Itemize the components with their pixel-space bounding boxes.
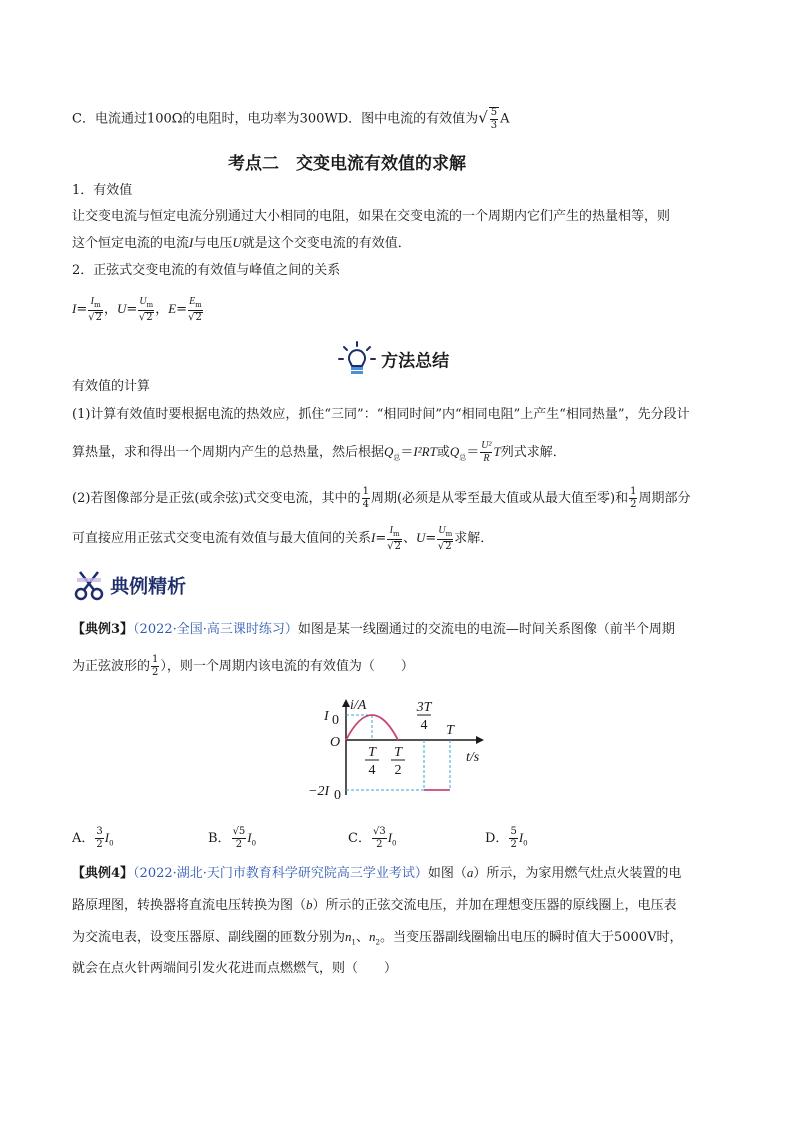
example3-line2-b: ），则一个周期内该电流的有效值为（ ） <box>160 659 414 674</box>
option-b-label: B． <box>208 831 231 846</box>
option-d-var: I <box>518 830 524 845</box>
p2-tail: 求解． <box>454 531 494 546</box>
sqrt-symbol: √ <box>478 108 488 127</box>
p1-sub2: 总 <box>459 453 467 462</box>
option-b-sub: 0 <box>251 839 257 848</box>
option-b[interactable] <box>208 822 256 860</box>
formula-u-frac: $\frac{U_m}{√2}$ <box>138 295 154 323</box>
ex3-half-num: 1 <box>152 654 159 665</box>
option-d-sub: 0 <box>523 839 528 848</box>
option-b-num: √5 <box>232 826 246 837</box>
option-c-var: I <box>387 830 393 845</box>
p1-frac <box>480 441 492 464</box>
p1-r: R <box>483 453 490 464</box>
def-var-i: I <box>189 235 194 250</box>
sub-m: m <box>445 529 453 538</box>
option-d-unit: A <box>500 111 510 127</box>
p2-u-frac: $\frac{U_m}{√2}$ <box>437 524 453 552</box>
sub-m: m <box>195 300 202 309</box>
example4-line3-b: 。当变压器副线圈输出电压的瞬时值大于 <box>379 930 614 945</box>
example4-line4: 就会在点火针两端间引发火花进而点燃燃气，则（ ） <box>72 961 398 976</box>
example4-n2: n <box>369 929 376 944</box>
option-a[interactable] <box>72 822 114 860</box>
h-den: 2 <box>630 499 637 510</box>
sqrt-2: 2 <box>146 311 153 323</box>
example4-line3-c: 时， <box>656 930 683 945</box>
example4-volt: 5000V <box>613 930 657 945</box>
p2-i-frac: $\frac{I_m}{√2}$ <box>387 524 402 552</box>
example3-text: 如图是某一线圈通过的交流电的电流—时间关系图像（前半个周期 <box>297 622 675 637</box>
q-den: 4 <box>362 499 369 510</box>
formula-i: I <box>72 301 77 316</box>
method-p2-line2: 可直接应用正弦式交变电流有效值与最大值间的关系I= $\frac{I_m}{√2}$ 、U= $\frac{U_m}{√2}$ 求解． <box>72 524 494 552</box>
method-p2-line1 <box>72 482 690 516</box>
p1-text: 算热量，求和得出一个周期内产生的总热量，然后根据 <box>72 445 385 460</box>
example3-line2 <box>72 652 414 682</box>
p2-c: 周期部分 <box>638 491 691 506</box>
quarter-frac <box>362 487 370 510</box>
option-c-power: 300W <box>299 111 338 127</box>
p1-t: T <box>493 444 501 459</box>
examples-badge <box>72 568 186 602</box>
method-heading: 有效值的计算 <box>72 379 151 394</box>
h-num: 1 <box>630 486 637 497</box>
section-title: 考点二 交变电流有效值的求解 <box>228 154 466 174</box>
option-c-suffix: 的电阻时，电功率为 <box>182 111 300 127</box>
x-axis-arrow <box>476 736 484 744</box>
option-c-resistance: 100Ω <box>146 111 183 127</box>
y-tick-neg-sub: 0 <box>334 788 341 803</box>
option-b-den: 2 <box>235 839 243 850</box>
example4-sub1: 1 <box>351 938 356 947</box>
p1-sub: 总 <box>393 453 401 462</box>
x-tick-quarter-num: T <box>368 745 376 760</box>
method-summary-badge <box>337 340 449 378</box>
option-b-var: I <box>247 830 252 845</box>
p1-q2: Q <box>449 444 460 459</box>
p1-i2rt: I²RT <box>413 444 437 459</box>
method-summary-title: 方法总结 <box>381 351 450 372</box>
p2-line2-a: 可直接应用正弦式交变电流有效值与最大值间的关系 <box>72 531 372 546</box>
option-a-num: 3 <box>96 826 103 837</box>
example3-source-link[interactable]: （2022·全国·高三课时练习） <box>133 622 298 637</box>
sub-m: m <box>392 529 400 538</box>
y-tick-neg: −2I <box>308 784 330 799</box>
x-tick-quarter-den: 4 <box>368 763 376 778</box>
option-d-den: 2 <box>510 839 517 850</box>
y-tick-i0-sub: 0 <box>332 713 339 728</box>
sqrt-2: 2 <box>95 311 102 323</box>
option-c-text: C．电流通过 <box>72 111 147 127</box>
def-line2-c: 就是这个交变电流的有效值． <box>241 236 411 251</box>
p1-eq: ＝ <box>400 445 414 460</box>
x-tick-3quarter-num: 3T <box>416 700 432 715</box>
x-tick-3quarter-den: 4 <box>420 718 428 733</box>
option-d-fraction <box>489 107 499 131</box>
p1-eq2: ＝ <box>466 445 480 460</box>
option-c[interactable] <box>348 822 397 860</box>
example3-line2-a: 为正弦波形的 <box>72 659 151 674</box>
example4-a: a <box>466 865 474 880</box>
eq-sep-2: ， <box>155 302 169 317</box>
examples-title: 典例精析 <box>110 575 187 598</box>
relation-formula: I= $\frac{I_m}{√2}$ ，U= $\frac{U_m}{√2}$ ，E= $\frac{E_m}{√2}$ <box>72 295 202 323</box>
formula-i-frac: $\frac{I_m}{√2}$ <box>88 295 102 323</box>
example4-sep: 、 <box>355 930 369 945</box>
p1-q: Q <box>384 444 394 459</box>
current-time-graph <box>300 695 500 810</box>
option-d-den: 3 <box>490 120 498 131</box>
lightbulb-icon <box>337 340 377 378</box>
y-tick-i0: I <box>324 709 329 724</box>
example4-sub2: 2 <box>375 938 380 947</box>
half-frac <box>629 487 637 510</box>
formula-u: U <box>117 301 127 316</box>
option-c-label: C． <box>348 831 371 846</box>
method-p1-line1: (1)计算有效值时要根据电流的热效应，抓住“三同”：“相同时间”内“相同电阻”上产生“相同热量”，先分段计 <box>72 407 690 422</box>
option-d-num: 5 <box>490 107 498 118</box>
option-d-text: D．图中电流的有效值为 <box>337 111 479 127</box>
option-a-sub: 0 <box>109 839 114 848</box>
option-c-d-line <box>72 107 510 131</box>
example4-line3-a: 为交流电表，设变压器原、副线圈的匝数分别为 <box>72 930 346 945</box>
eq-sep-1: ， <box>104 302 118 317</box>
example3-label: 【典例3】 <box>72 622 134 637</box>
option-c-sub: 0 <box>392 839 397 848</box>
origin-label: O <box>330 735 341 750</box>
x-tick-period: T <box>446 723 454 738</box>
example4-b: b <box>306 897 313 912</box>
formula-e-frac: $\frac{E_m}{√2}$ <box>188 295 202 323</box>
x-tick-half-den: 2 <box>394 763 402 778</box>
relation-heading: 2．正弦式交变电流的有效值与峰值之间的关系 <box>72 263 341 278</box>
option-d[interactable] <box>485 822 528 860</box>
example3-line1 <box>72 621 675 639</box>
p1-tail: 列式求解． <box>500 445 566 460</box>
example4-text-b: ）所示，为家用燃气灶点火装置的电 <box>473 866 682 881</box>
definition-heading: 1．有效值 <box>72 183 133 198</box>
p1-u2: U² <box>481 440 492 451</box>
example3-half <box>151 655 159 678</box>
method-p1-line2 <box>72 434 566 476</box>
def-var-u: U <box>232 235 242 250</box>
example4-line2 <box>72 896 677 915</box>
example4-line2-b: ）所示的正弦交流电压，并加在理想变压器的原线圈上，电压表 <box>312 898 677 913</box>
option-a-var: I <box>104 830 110 845</box>
sqrt-2: 2 <box>195 311 202 323</box>
p2-b: 周期(必须是从零至最大值或从最大值至零)和 <box>370 491 629 506</box>
example4-n1: n <box>345 929 352 944</box>
x-axis-label: t/s <box>466 750 480 765</box>
example4-line2-a: 路原理图，转换器将直流电压转换为图（ <box>72 898 307 913</box>
sqrt-2: 2 <box>445 540 452 552</box>
y-axis-arrow <box>342 699 350 707</box>
example4-line3 <box>72 928 682 952</box>
p2-a: (2)若图像部分是正弦(或余弦)式交变电流，其中的 <box>72 491 361 506</box>
sub-m: m <box>146 300 154 309</box>
p2-sep: 、 <box>403 531 417 546</box>
sub-m: m <box>93 300 101 309</box>
example4-line1 <box>72 864 681 883</box>
def-line2-a: 这个恒定电流的电流 <box>72 236 190 251</box>
definition-line-1: 让交变电流与恒定电流分别通过大小相同的电阻，如果在交变电流的一个周期内它们产生的热量相等，则 <box>72 209 671 224</box>
formula-e: E <box>168 301 177 316</box>
ex3-half-den: 2 <box>152 667 159 678</box>
y-axis-label: i/A <box>350 698 367 713</box>
def-line2-b: 与电压 <box>193 236 233 251</box>
example4-label: 【典例4】 <box>72 866 134 881</box>
sqrt-2: 2 <box>394 540 402 552</box>
definition-line-2 <box>72 234 411 253</box>
p1-or: 或 <box>436 445 450 460</box>
example4-text-a: 如图（ <box>427 866 467 881</box>
option-c-den: 2 <box>376 839 383 850</box>
option-a-label: A． <box>72 831 95 846</box>
option-c-num: √3 <box>372 826 386 837</box>
example4-source-link[interactable]: （2022·湖北·天门市教育科学研究院高三学业考试） <box>133 866 428 881</box>
option-d-label: D． <box>485 831 509 846</box>
x-tick-half-num: T <box>394 745 402 760</box>
option-d-num: 5 <box>510 826 517 837</box>
scissors-icon <box>72 568 106 602</box>
option-a-den: 2 <box>96 839 103 850</box>
q-num: 1 <box>362 486 369 497</box>
